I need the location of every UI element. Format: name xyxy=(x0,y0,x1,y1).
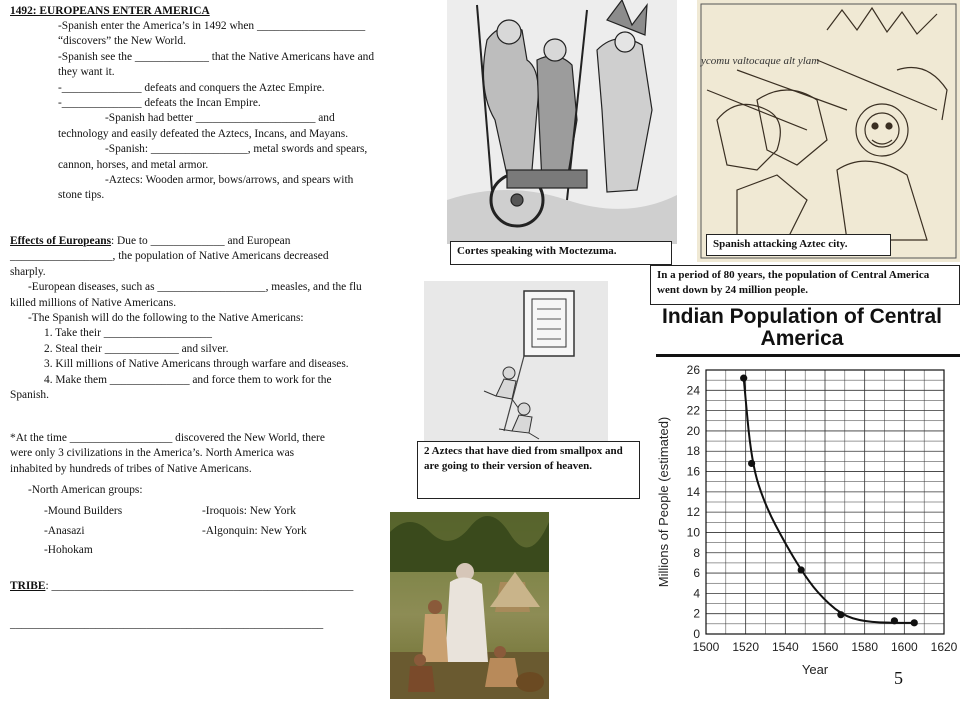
aztec-codex-battle-illustration xyxy=(697,0,960,262)
data-point xyxy=(891,617,898,624)
tribe-line xyxy=(10,579,353,594)
y-tick-label: 12 xyxy=(686,505,700,520)
section-heading-1492: 1492: EUROPEANS ENTER AMERICA xyxy=(10,5,210,17)
notes-heading xyxy=(10,4,210,19)
groups-right-list xyxy=(202,502,307,541)
group-item: -Algonquin: New York xyxy=(202,524,307,537)
group-item: -Anasazi xyxy=(44,524,85,537)
population-line-chart xyxy=(650,360,960,680)
y-tick-label: 4 xyxy=(693,586,700,601)
civ-line: *At the time __________________ discovered the New World, there xyxy=(10,432,325,444)
y-tick-label: 6 xyxy=(693,566,700,581)
y-tick-label: 22 xyxy=(686,403,700,418)
civ-line: inhabited by hundreds of tribes of Native Americans. xyxy=(10,462,252,475)
y-tick-label: 14 xyxy=(686,484,700,499)
chart-title: Indian Population of Central America xyxy=(662,305,942,350)
tribe-label: TRIBE xyxy=(10,580,46,592)
x-tick-label: 1560 xyxy=(811,640,839,654)
note-line: -______________ defeats and conquers the Aztec Empire. xyxy=(58,81,325,94)
y-tick-label: 8 xyxy=(693,545,700,560)
effects-line: -European diseases, such as ___________________, measles, and the flu xyxy=(28,281,362,294)
native-family-painting xyxy=(390,512,549,699)
note-line: -Spanish: _________________, metal swords and spears, xyxy=(105,143,368,156)
note-line: they want it. xyxy=(58,66,115,79)
y-tick-label: 26 xyxy=(686,363,700,377)
codex-script-text: ycomu valtocaque alt ylam xyxy=(701,55,820,67)
note-line: -Spanish see the _____________ that the Native Americans have and xyxy=(58,50,375,63)
notes-lines xyxy=(58,19,374,204)
y-tick-label: 2 xyxy=(693,606,700,621)
effects-line: : Due to _____________ and European xyxy=(111,235,291,247)
effects-line: __________________, the population of Native Americans decreased xyxy=(10,250,329,263)
caption-smallpox: 2 Aztecs that have died from smallpox and are going to their version of heaven. xyxy=(417,441,640,499)
effects-line: 2. Steal their _____________ and silver. xyxy=(44,342,229,355)
effects-section xyxy=(10,234,362,403)
data-point xyxy=(911,619,918,626)
data-point xyxy=(798,566,805,573)
blank-answer-line: _______________________________________________________ xyxy=(10,618,324,630)
data-point xyxy=(748,460,755,467)
effects-line: Spanish. xyxy=(10,389,49,402)
effects-line: sharply. xyxy=(10,265,46,278)
caption-cortes: Cortes speaking with Moctezuma. xyxy=(450,241,672,265)
note-line: “discovers” the New World. xyxy=(58,35,186,48)
effects-line: 4. Make them ______________ and force them to work for the xyxy=(44,373,332,386)
chart-points xyxy=(740,375,918,627)
x-tick-label: 1620 xyxy=(930,640,958,654)
data-point xyxy=(740,375,747,382)
x-tick-label: 1540 xyxy=(771,640,799,654)
effects-line: -The Spanish will do the following to the Native Americans: xyxy=(28,312,304,325)
caption-attack: Spanish attacking Aztec city. xyxy=(706,234,891,256)
x-tick-label: 1500 xyxy=(692,640,720,654)
note-line: -Aztecs: Wooden armor, bows/arrows, and spears with xyxy=(105,174,354,187)
civ-line: were only 3 civilizations in the America’s. North America was xyxy=(10,447,295,460)
y-tick-label: 0 xyxy=(693,627,700,641)
x-tick-label: 1520 xyxy=(732,640,760,654)
chart-title-block xyxy=(652,306,960,366)
effects-line: 3. Kill millions of Native Americans through warfare and diseases. xyxy=(44,358,349,371)
note-line: technology and easily defeated the Aztecs, Incans, and Mayans. xyxy=(58,127,349,140)
note-line: -______________ defeats the Incan Empire. xyxy=(58,97,261,110)
note-line: -Spanish had better _____________________ and xyxy=(105,112,335,125)
effects-heading: Effects of Europeans xyxy=(10,235,112,247)
note-line: cannon, horses, and metal armor. xyxy=(58,158,209,171)
smallpox-codex-illustration xyxy=(424,281,608,441)
chart-grid xyxy=(706,370,944,634)
chart-title-rule xyxy=(656,354,960,357)
groups-heading: -North American groups: xyxy=(28,484,143,496)
tribe-blank: : _____________________________________________________ xyxy=(45,580,354,592)
y-tick-label: 10 xyxy=(686,525,700,540)
group-item: -Iroquois: New York xyxy=(202,505,296,517)
y-tick-label: 24 xyxy=(686,383,700,398)
y-tick-label: 18 xyxy=(686,444,700,459)
note-line: -Spanish enter the America’s in 1492 when ___________________ xyxy=(58,20,366,32)
effects-line: 1. Take their ___________________ xyxy=(44,327,212,340)
chart-tick-labels xyxy=(687,363,958,654)
data-point xyxy=(837,611,844,618)
y-tick-label: 20 xyxy=(686,423,700,438)
x-tick-label: 1600 xyxy=(890,640,918,654)
group-item: -Mound Builders xyxy=(44,505,123,517)
cortes-moctezuma-illustration xyxy=(447,0,677,244)
caption-population: In a period of 80 years, the population of Central America went down by 24 million people. xyxy=(650,265,960,305)
x-tick-label: 1580 xyxy=(851,640,879,654)
civilizations-note xyxy=(10,431,325,477)
y-axis-label: Millions of People (estimated) xyxy=(656,416,671,588)
y-tick-label: 16 xyxy=(686,464,700,479)
page-number: 5 xyxy=(894,668,903,688)
note-line: stone tips. xyxy=(58,189,105,202)
x-axis-label: Year xyxy=(801,662,829,677)
population-curve xyxy=(744,378,915,623)
effects-line: killed millions of Native Americans. xyxy=(10,296,177,309)
groups-left-list xyxy=(44,502,122,561)
group-item: -Hohokam xyxy=(44,544,93,556)
